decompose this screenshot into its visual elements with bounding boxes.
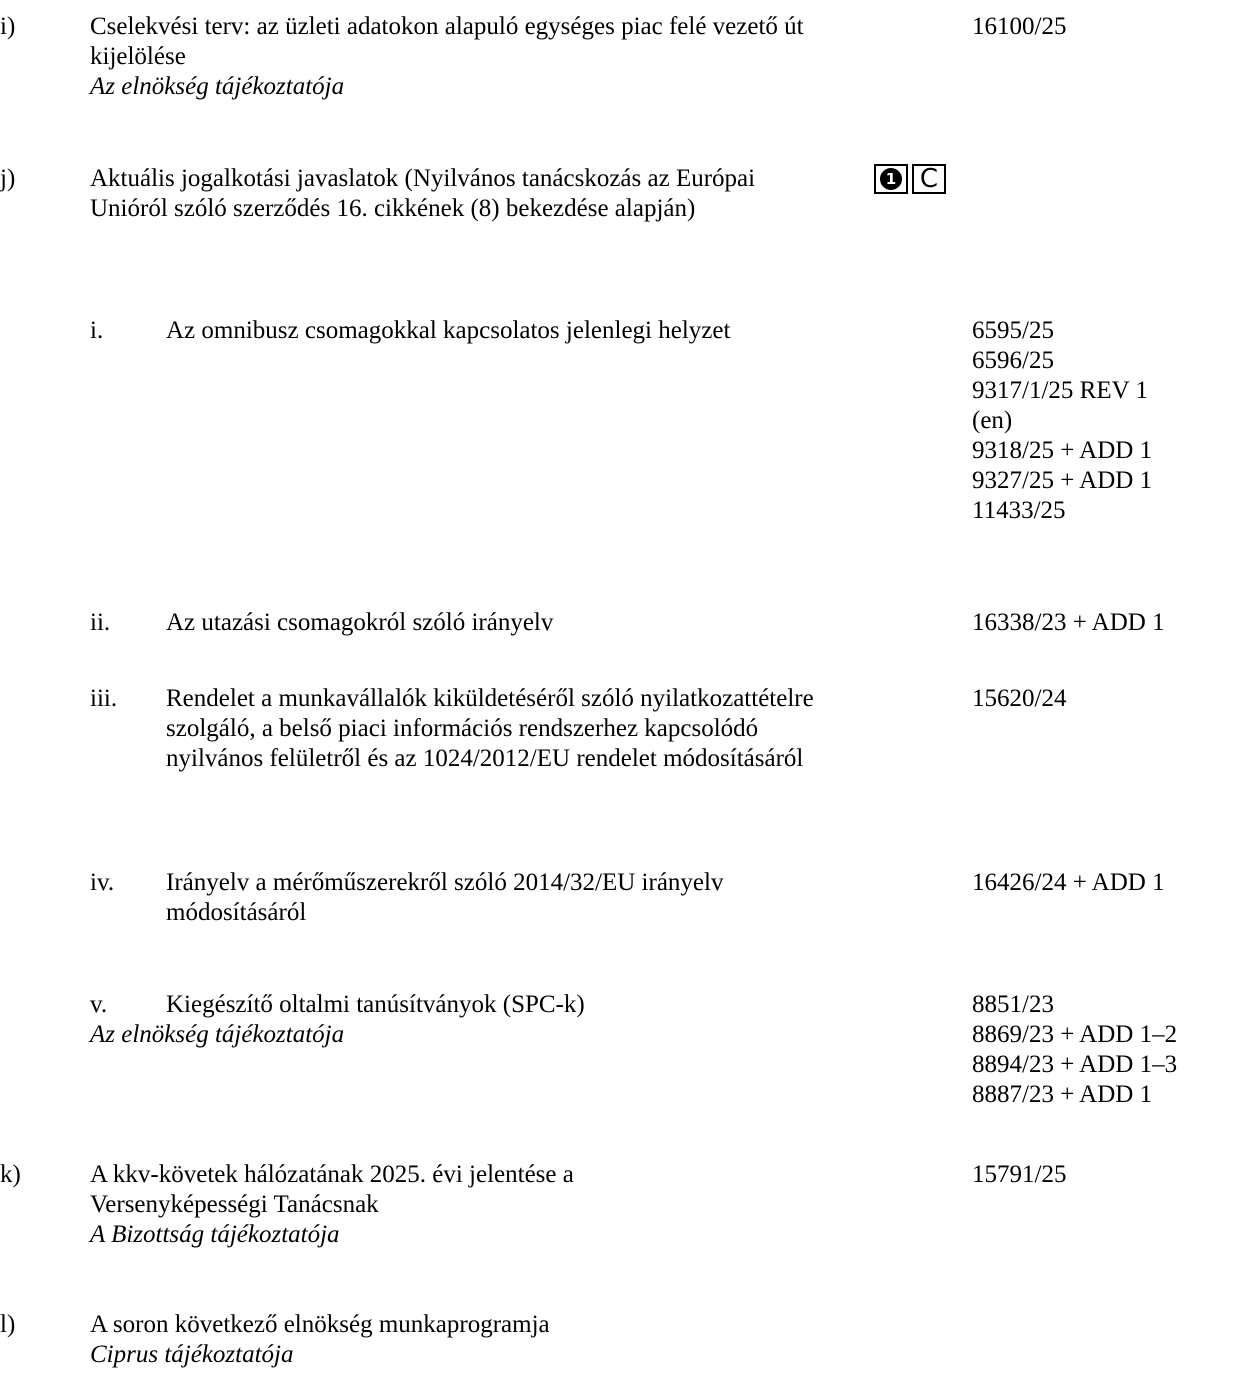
letter-c-box — [912, 164, 946, 194]
document-refs: 15791/25 — [972, 1161, 1067, 1188]
sub-item-title: Irányelv a mérőműszerekről szóló 2014/32/EU irányelv módosításáról — [166, 869, 724, 926]
item-note: Az elnökség tájékoztatója — [90, 73, 345, 100]
sub-item-title: Az utazási csomagokról szóló irányelv — [166, 609, 554, 636]
document-refs: 6595/25 6596/25 9317/1/25 REV 1 (en) 9318/25 + ADD 1 9327/25 + ADD 1 11433/25 — [972, 317, 1153, 524]
document-refs: 15620/24 — [972, 685, 1067, 712]
sub-item-title: Az omnibusz csomagokkal kapcsolatos jelenlegi helyzet — [166, 317, 731, 344]
item-title: Cselekvési terv: az üzleti adatokon alapuló egységes piac felé vezető út kijelölése — [90, 13, 804, 70]
document-refs: 8851/23 8869/23 + ADD 1–2 8894/23 + ADD 1–3 8887/23 + ADD 1 — [972, 991, 1178, 1108]
document-refs: 16338/23 + ADD 1 — [972, 609, 1165, 636]
sub-item-number: v. — [90, 991, 108, 1018]
sub-item-title: Kiegészítő oltalmi tanúsítványok (SPC-k) — [166, 991, 585, 1018]
item-title: A kkv-követek hálózatának 2025. évi jelentése a Versenyképességi Tanácsnak — [90, 1161, 574, 1218]
item-note: Ciprus tájékoztatója — [90, 1341, 294, 1368]
item-letter: l) — [0, 1311, 16, 1338]
sub-item-number: iv. — [90, 869, 115, 896]
item-letter: j) — [0, 165, 16, 192]
sub-item-note: Az elnökség tájékoztatója — [90, 1021, 345, 1048]
document-refs: 16100/25 — [972, 13, 1067, 40]
public-deliberation-badge — [874, 164, 946, 194]
item-title: Aktuális jogalkotási javaslatok (Nyilvános tanácskozás az Európai Unióról szóló szerződés 16. cikkének (8) bekezdése alapján) — [90, 165, 756, 222]
sub-item-number: i. — [90, 317, 104, 344]
sub-item-number: ii. — [90, 609, 111, 636]
item-title: A soron következő elnökség munkaprogramja — [90, 1311, 550, 1338]
document-refs: 16426/24 + ADD 1 — [972, 869, 1165, 896]
sub-item-number: iii. — [90, 685, 118, 712]
sub-item-title: Rendelet a munkavállalók kiküldetéséről szóló nyilatkozattételre szolgáló, a belső piaci információs rendszerhez kapcsolódó nyilvános felületről és az 1024/2012/EU rendelet módosításáról — [166, 685, 814, 772]
filled-circle-1-icon: 1 — [880, 168, 902, 190]
item-letter: i) — [0, 13, 16, 40]
letter-c-icon: C — [919, 164, 939, 194]
item-letter: k) — [0, 1161, 21, 1188]
item-note: A Bizottság tájékoztatója — [90, 1221, 340, 1248]
filled-circle-1-box — [874, 164, 908, 194]
